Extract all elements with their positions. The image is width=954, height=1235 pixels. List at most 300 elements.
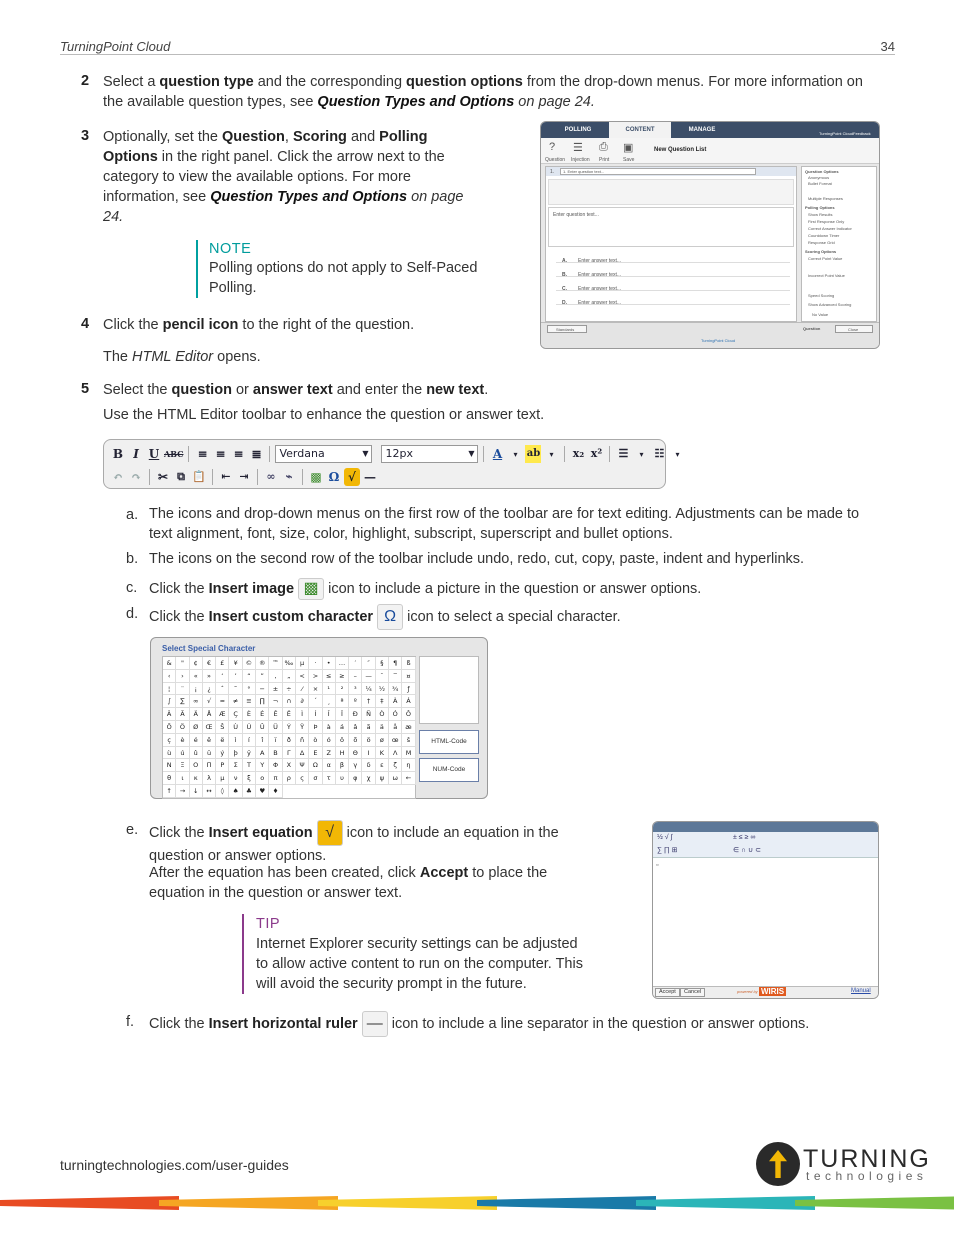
special-char-cell[interactable]: ς bbox=[296, 772, 309, 785]
align-left-icon[interactable]: ≡ bbox=[197, 447, 208, 461]
operator-icon[interactable]: ± ≤ ≥ ∞ bbox=[733, 834, 756, 841]
special-char-cell[interactable]: ψ bbox=[376, 772, 389, 785]
special-char-cell[interactable]: ß bbox=[402, 657, 415, 670]
special-char-cell[interactable]: √ bbox=[203, 695, 216, 708]
special-char-cell[interactable]: ö bbox=[362, 734, 375, 747]
set-icon[interactable]: ∈ ∩ ∪ ⊂ bbox=[733, 847, 761, 854]
special-char-cell[interactable]: α bbox=[323, 759, 336, 772]
manual-link[interactable]: Manual bbox=[851, 988, 871, 994]
special-char-cell[interactable]: ≡ bbox=[243, 695, 256, 708]
special-char-cell[interactable]: → bbox=[176, 785, 189, 798]
special-char-cell[interactable]: ç bbox=[163, 734, 176, 747]
special-char-cell[interactable]: û bbox=[190, 747, 203, 760]
special-char-cell[interactable]: " bbox=[176, 657, 189, 670]
special-char-cell[interactable]: ∑ bbox=[176, 695, 189, 708]
special-char-cell[interactable]: Þ bbox=[309, 721, 322, 734]
special-char-cell[interactable]: ù bbox=[163, 747, 176, 760]
subscript-icon[interactable]: x₂ bbox=[572, 447, 585, 460]
special-char-cell[interactable]: Û bbox=[256, 721, 269, 734]
special-char-cell[interactable]: Á bbox=[402, 695, 415, 708]
numbered-list-icon[interactable]: ☷ bbox=[654, 447, 665, 460]
special-char-cell[interactable]: Ρ bbox=[216, 759, 229, 772]
special-char-cell[interactable]: ¹ bbox=[323, 683, 336, 696]
special-char-cell[interactable]: Ξ bbox=[176, 759, 189, 772]
special-char-cell[interactable]: δ bbox=[362, 759, 375, 772]
special-char-cell[interactable]: ∏ bbox=[256, 695, 269, 708]
substep-d-text: Click the Insert custom character Ω icon to select a special character. bbox=[149, 604, 899, 630]
special-char-cell[interactable]: Κ bbox=[376, 747, 389, 760]
question-dropdown[interactable]: 1. Enter question text... bbox=[560, 168, 756, 175]
special-char-cell[interactable]: Λ bbox=[389, 747, 402, 760]
special-char-cell[interactable]: χ bbox=[362, 772, 375, 785]
special-char-cell[interactable]: Ι bbox=[362, 747, 375, 760]
mini-toolbar bbox=[548, 179, 794, 205]
chevron-down-icon[interactable]: ▾ bbox=[675, 449, 680, 459]
special-char-cell[interactable]: ν bbox=[229, 772, 242, 785]
special-char-cell[interactable]: Χ bbox=[283, 759, 296, 772]
special-char-cell[interactable]: ‰ bbox=[283, 657, 296, 670]
chevron-down-icon[interactable]: ▾ bbox=[549, 449, 554, 459]
special-char-cell[interactable]: Õ bbox=[163, 721, 176, 734]
special-char-cell[interactable]: é bbox=[190, 734, 203, 747]
special-char-cell[interactable]: ¤ bbox=[402, 670, 415, 683]
special-char-cell[interactable]: Â bbox=[163, 708, 176, 721]
tip-heading: TIP bbox=[256, 916, 281, 932]
special-char-cell[interactable]: > bbox=[309, 670, 322, 683]
special-char-cell[interactable]: ô bbox=[336, 734, 349, 747]
special-char-cell[interactable]: ½ bbox=[376, 683, 389, 696]
special-char-cell[interactable]: − bbox=[256, 683, 269, 696]
special-char-cell[interactable]: γ bbox=[349, 759, 362, 772]
special-char-cell[interactable]: § bbox=[376, 657, 389, 670]
special-char-cell[interactable]: ï bbox=[269, 734, 282, 747]
special-char-cell[interactable]: η bbox=[402, 759, 415, 772]
align-right-icon[interactable]: ≡ bbox=[233, 447, 244, 461]
special-char-cell[interactable]: ↑ bbox=[163, 785, 176, 798]
special-char-cell[interactable]: › bbox=[176, 670, 189, 683]
special-char-cell[interactable]: Ó bbox=[389, 708, 402, 721]
special-char-cell[interactable]: σ bbox=[309, 772, 322, 785]
cut-icon[interactable]: ✂ bbox=[157, 470, 169, 484]
special-char-cell[interactable]: ≠ bbox=[229, 695, 242, 708]
special-char-cell[interactable]: ¶ bbox=[389, 657, 402, 670]
special-char-cell[interactable]: Γ bbox=[283, 747, 296, 760]
special-char-cell[interactable]: λ bbox=[203, 772, 216, 785]
special-char-cell[interactable]: è bbox=[176, 734, 189, 747]
question-text-area[interactable]: Enter question text... bbox=[548, 207, 794, 247]
superscript-icon[interactable]: x² bbox=[590, 447, 603, 460]
special-char-cell[interactable]: – bbox=[349, 670, 362, 683]
special-char-cell[interactable]: † bbox=[362, 695, 375, 708]
special-char-cell[interactable]: ° bbox=[243, 683, 256, 696]
special-char-cell[interactable]: Ο bbox=[190, 759, 203, 772]
special-char-cell[interactable]: ú bbox=[176, 747, 189, 760]
special-char-cell[interactable]: ≥ bbox=[336, 670, 349, 683]
special-char-cell[interactable]: Ã bbox=[176, 708, 189, 721]
chevron-down-icon[interactable]: ▾ bbox=[639, 449, 644, 459]
special-char-cell[interactable]: Ω bbox=[309, 759, 322, 772]
special-char-cell[interactable]: ì bbox=[229, 734, 242, 747]
special-char-cell[interactable]: Σ bbox=[229, 759, 242, 772]
special-char-cell[interactable]: ã bbox=[362, 721, 375, 734]
wiris-logo: WIRIS bbox=[761, 987, 785, 996]
special-char-cell[interactable]: ♦ bbox=[269, 785, 282, 798]
special-char-cell[interactable]: º bbox=[349, 695, 362, 708]
powered-by: powered by bbox=[737, 989, 758, 994]
align-justify-icon[interactable]: ≣ bbox=[251, 447, 262, 461]
special-char-cell[interactable]: ≤ bbox=[323, 670, 336, 683]
special-char-cell[interactable]: — bbox=[362, 670, 375, 683]
special-char-cell[interactable]: õ bbox=[349, 734, 362, 747]
special-char-cell[interactable]: ♥ bbox=[256, 785, 269, 798]
special-char-cell[interactable]: ò bbox=[309, 734, 322, 747]
special-char-cell[interactable]: ι bbox=[176, 772, 189, 785]
special-char-cell[interactable]: ‘ bbox=[216, 670, 229, 683]
special-char-cell[interactable]: Μ bbox=[402, 747, 415, 760]
print-icon[interactable]: ⎙ bbox=[599, 141, 608, 153]
special-character-dialog bbox=[150, 637, 488, 799]
answer-c[interactable]: Enter answer text... bbox=[578, 286, 622, 292]
special-char-cell[interactable]: ¡ bbox=[190, 683, 203, 696]
save-icon[interactable]: ▣ bbox=[623, 142, 634, 154]
align-center-icon[interactable]: ≡ bbox=[215, 447, 226, 461]
step-3-text: Optionally, set the Question, Scoring and Polling Options in the right panel. Click the arrow next to the category to view the available options. For more information, see Question Types and Options on page 24. bbox=[103, 129, 464, 225]
special-char-cell[interactable]: ↓ bbox=[190, 785, 203, 798]
cancel-button[interactable]: Cancel bbox=[680, 988, 705, 997]
band-segment bbox=[795, 1196, 954, 1210]
special-char-cell[interactable]: Í bbox=[309, 708, 322, 721]
equation-footer bbox=[653, 986, 878, 998]
special-char-cell[interactable]: Β bbox=[269, 747, 282, 760]
substep-e-accept: After the equation has been created, click Accept to place the equation in the question or answer text. bbox=[149, 865, 548, 901]
step-number: 3 bbox=[81, 128, 90, 144]
special-char-cell[interactable]: â bbox=[349, 721, 362, 734]
tab-content[interactable]: CONTENT bbox=[609, 122, 671, 138]
special-char-cell[interactable]: ™ bbox=[269, 657, 282, 670]
special-char-cell[interactable]: Ï bbox=[336, 708, 349, 721]
special-char-cell[interactable]: Ñ bbox=[362, 708, 375, 721]
special-char-cell[interactable]: µ bbox=[296, 657, 309, 670]
special-char-cell[interactable]: î bbox=[256, 734, 269, 747]
standards-button[interactable]: Standards bbox=[547, 325, 587, 333]
special-char-cell[interactable]: φ bbox=[349, 772, 362, 785]
matrix-icon[interactable]: ∑ ∏ ⊞ bbox=[657, 847, 678, 854]
special-char-cell[interactable]: ∞ bbox=[190, 695, 203, 708]
step-5-text: Select the question or answer text and enter the new text. bbox=[103, 382, 489, 398]
italic-icon[interactable]: I bbox=[133, 447, 139, 461]
insert-image-icon[interactable]: ▩ bbox=[310, 470, 322, 484]
special-char-cell[interactable]: υ bbox=[336, 772, 349, 785]
highlight-icon[interactable]: ab bbox=[525, 445, 541, 463]
special-char-cell[interactable]: Θ bbox=[349, 747, 362, 760]
special-char-cell[interactable]: œ bbox=[389, 734, 402, 747]
special-char-cell[interactable]: ↔ bbox=[203, 785, 216, 798]
special-char-cell[interactable]: “ bbox=[243, 670, 256, 683]
special-char-cell[interactable]: ∂ bbox=[296, 695, 309, 708]
font-color-icon[interactable]: A bbox=[492, 447, 503, 461]
question-icon[interactable]: ? bbox=[549, 141, 556, 153]
equation-toolbar bbox=[653, 832, 878, 858]
special-char-cell[interactable]: Ë bbox=[283, 708, 296, 721]
special-char-cell[interactable]: ¸ bbox=[323, 695, 336, 708]
bullet-list-icon[interactable]: ☰ bbox=[618, 447, 629, 460]
special-char-cell[interactable]: Ÿ bbox=[296, 721, 309, 734]
horizontal-ruler-icon: — bbox=[362, 1011, 388, 1037]
special-char-cell[interactable]: Î bbox=[323, 708, 336, 721]
special-char-cell[interactable]: × bbox=[309, 683, 322, 696]
special-char-cell[interactable]: ” bbox=[256, 670, 269, 683]
font-select[interactable]: Verdana ▼ bbox=[275, 445, 372, 463]
special-char-cell[interactable]: Ò bbox=[376, 708, 389, 721]
special-char-cell[interactable]: Ε bbox=[309, 747, 322, 760]
special-char-cell[interactable]: ñ bbox=[296, 734, 309, 747]
special-char-cell[interactable]: • bbox=[323, 657, 336, 670]
special-char-cell[interactable]: Τ bbox=[243, 759, 256, 772]
tip-text: Internet Explorer security settings can be adjusted to allow active content to run on the computer. This will avoid the security prompt in the future. bbox=[256, 936, 583, 992]
substep-c-text: Click the Insert image ▩ icon to include a picture in the question or answer options. bbox=[149, 578, 899, 600]
redo-icon[interactable]: ↷ bbox=[130, 470, 142, 484]
band-segment bbox=[0, 1196, 179, 1210]
special-char-cell[interactable]: ≈ bbox=[216, 695, 229, 708]
copy-icon[interactable]: ⧉ bbox=[177, 470, 185, 483]
special-char-cell[interactable]: ÿ bbox=[243, 747, 256, 760]
special-char-cell[interactable]: Φ bbox=[269, 759, 282, 772]
special-char-cell[interactable]: ω bbox=[389, 772, 402, 785]
special-char-cell[interactable]: ξ bbox=[243, 772, 256, 785]
cursor-box[interactable]: ▫ bbox=[656, 862, 659, 869]
special-char-cell[interactable]: ÷ bbox=[283, 683, 296, 696]
special-char-cell[interactable]: „ bbox=[283, 670, 296, 683]
special-char-cell[interactable]: … bbox=[336, 657, 349, 670]
special-char-cell[interactable]: ⁄ bbox=[296, 683, 309, 696]
special-char-cell[interactable]: ð bbox=[283, 734, 296, 747]
special-char-cell[interactable]: ¦ bbox=[163, 683, 176, 696]
special-char-cell[interactable]: Ø bbox=[190, 721, 203, 734]
special-char-cell[interactable]: Å bbox=[203, 708, 216, 721]
special-char-cell[interactable]: ∫ bbox=[163, 695, 176, 708]
special-char-cell[interactable]: ë bbox=[216, 734, 229, 747]
special-char-cell[interactable]: ä bbox=[376, 721, 389, 734]
link-question-types[interactable]: Question Types and Options bbox=[210, 189, 408, 205]
special-char-cell[interactable]: ó bbox=[323, 734, 336, 747]
injection-icon[interactable]: ☰ bbox=[573, 142, 583, 154]
accept-button[interactable]: Accept bbox=[655, 988, 680, 997]
special-char-cell[interactable]: ♣ bbox=[243, 785, 256, 798]
special-char-cell[interactable]: ¼ bbox=[362, 683, 375, 696]
tip-callout bbox=[242, 914, 602, 994]
special-char-cell[interactable]: Æ bbox=[216, 708, 229, 721]
substep-b-text: The icons on the second row of the toolbar include undo, redo, cut, copy, paste, indent and hyperlinks. bbox=[149, 551, 805, 567]
special-char-cell[interactable]: ← bbox=[402, 772, 415, 785]
special-char-cell[interactable]: ’ bbox=[229, 670, 242, 683]
special-char-cell[interactable]: š bbox=[402, 734, 415, 747]
special-char-cell[interactable]: ¬ bbox=[269, 695, 282, 708]
special-char-cell[interactable]: È bbox=[243, 708, 256, 721]
answer-a[interactable]: Enter answer text... bbox=[578, 258, 622, 264]
special-char-cell[interactable]: ∩ bbox=[283, 695, 296, 708]
special-char-cell[interactable]: < bbox=[296, 670, 309, 683]
special-char-cell[interactable]: ˆ bbox=[216, 683, 229, 696]
question-panel: 1. 1. Enter question text... Enter question text... A. Enter answer text... B. Enter answer text... C. Enter answer text... D. Enter answer text... bbox=[545, 166, 797, 322]
special-char-cell[interactable]: ″ bbox=[362, 657, 375, 670]
special-char-cell[interactable]: € bbox=[203, 657, 216, 670]
special-char-cell[interactable]: μ bbox=[216, 772, 229, 785]
special-char-cell[interactable]: í bbox=[243, 734, 256, 747]
special-char-cell[interactable]: ¾ bbox=[389, 683, 402, 696]
indent-icon[interactable]: ⇥ bbox=[239, 470, 249, 483]
horizontal-ruler-icon[interactable]: — bbox=[364, 470, 376, 484]
special-char-cell[interactable]: Π bbox=[203, 759, 216, 772]
link-question-types[interactable]: Question Types and Options bbox=[317, 94, 515, 110]
special-char-cell[interactable]: ‹ bbox=[163, 670, 176, 683]
special-char-cell[interactable]: » bbox=[203, 670, 216, 683]
feedback-link[interactable]: Feedback bbox=[853, 131, 871, 136]
link-icon[interactable]: ∞ bbox=[266, 470, 276, 483]
bold-icon[interactable]: B bbox=[112, 447, 124, 461]
special-char-cell[interactable]: ³ bbox=[349, 683, 362, 696]
special-char-cell[interactable]: Υ bbox=[256, 759, 269, 772]
arrow-logo-icon bbox=[756, 1142, 800, 1186]
options-panel: Question Options Anonymous Bullet Format Multiple Responses Polling Options Show Results First Response Only Correct Answer Indicator Countdown Timer Response Grid Scoring Options Correct Point Value Incorrect Point Value Speed Scoring Show Advanced Scoring No Value bbox=[801, 166, 877, 322]
special-char-cell[interactable]: à bbox=[323, 721, 336, 734]
special-char-cell[interactable]: ¢ bbox=[190, 657, 203, 670]
special-char-cell[interactable]: Ì bbox=[296, 708, 309, 721]
special-char-cell[interactable]: ‾ bbox=[389, 670, 402, 683]
chevron-down-icon[interactable]: ▾ bbox=[513, 449, 518, 459]
special-char-cell[interactable]: ρ bbox=[283, 772, 296, 785]
answer-d[interactable]: Enter answer text... bbox=[578, 300, 622, 306]
special-char-cell[interactable]: Ù bbox=[229, 721, 242, 734]
color-band bbox=[0, 1196, 954, 1210]
special-char-cell[interactable]: θ bbox=[163, 772, 176, 785]
outdent-icon[interactable]: ⇤ bbox=[221, 470, 231, 483]
special-char-cell[interactable]: Ç bbox=[229, 708, 242, 721]
undo-icon[interactable]: ↶ bbox=[112, 470, 124, 484]
special-char-cell[interactable]: ª bbox=[336, 695, 349, 708]
band-segment bbox=[318, 1196, 497, 1210]
turning-logo: TURNING technologies bbox=[756, 1141, 931, 1187]
special-char-cell[interactable]: Ν bbox=[163, 759, 176, 772]
special-char-cell[interactable]: ‡ bbox=[376, 695, 389, 708]
size-select[interactable]: 12px ▼ bbox=[381, 445, 478, 463]
special-char-cell[interactable]: ý bbox=[216, 747, 229, 760]
special-char-cell[interactable]: · bbox=[309, 657, 322, 670]
special-char-cell[interactable]: ο bbox=[256, 772, 269, 785]
special-char-cell[interactable]: ζ bbox=[389, 759, 402, 772]
step-number: 5 bbox=[81, 381, 90, 397]
tab-manage[interactable]: MANAGE bbox=[688, 127, 716, 133]
special-char-cell[interactable]: ¨ bbox=[176, 683, 189, 696]
answer-b[interactable]: Enter answer text... bbox=[578, 272, 622, 278]
underline-icon[interactable]: U bbox=[148, 447, 160, 461]
special-char-cell[interactable]: ƒ bbox=[402, 683, 415, 696]
note-callout bbox=[196, 240, 496, 298]
special-char-cell[interactable]: þ bbox=[229, 747, 242, 760]
unlink-icon[interactable]: ⌁ bbox=[285, 470, 293, 483]
special-char-cell[interactable]: ² bbox=[336, 683, 349, 696]
step-4-text: Click the pencil icon to the right of the question. bbox=[103, 317, 415, 333]
special-char-cell[interactable]: ± bbox=[269, 683, 282, 696]
special-char-cell[interactable]: ¥ bbox=[229, 657, 242, 670]
special-char-cell[interactable]: © bbox=[243, 657, 256, 670]
special-char-cell[interactable]: å bbox=[389, 721, 402, 734]
content-editor-screenshot bbox=[540, 121, 880, 349]
special-char-cell[interactable]: β bbox=[336, 759, 349, 772]
step-2-text: Select a question type and the corresponding question options from the drop-down menus. For more information on the available question types, see Question Types and Options on page 24. bbox=[103, 74, 863, 110]
paste-icon[interactable]: 📋 bbox=[192, 470, 206, 483]
special-char-cell[interactable]: æ bbox=[402, 721, 415, 734]
fraction-icon[interactable]: ½ √ ∫ bbox=[657, 834, 673, 841]
step-number: 2 bbox=[81, 73, 90, 89]
special-char-cell[interactable]: À bbox=[389, 695, 402, 708]
footer-url[interactable]: turningtechnologies.com/user-guides bbox=[60, 1157, 289, 1173]
tab-polling[interactable]: POLLING bbox=[564, 127, 592, 133]
special-char-cell[interactable]: ◊ bbox=[216, 785, 229, 798]
character-preview bbox=[419, 656, 479, 724]
special-char-cell[interactable]: Ý bbox=[283, 721, 296, 734]
special-char-cell[interactable]: ¿ bbox=[203, 683, 216, 696]
special-char-cell[interactable]: & bbox=[163, 657, 176, 670]
special-char-cell[interactable]: ′ bbox=[349, 657, 362, 670]
num-code-field: NUM-Code bbox=[419, 758, 479, 782]
app-ribbon: ? ☰ ⎙ ▣ Question Injection Print Save New Question List bbox=[541, 138, 879, 164]
special-char-cell[interactable]: Η bbox=[336, 747, 349, 760]
special-char-cell[interactable]: ε bbox=[376, 759, 389, 772]
equation-icon[interactable]: √ bbox=[344, 468, 360, 486]
special-char-cell[interactable]: Ψ bbox=[296, 759, 309, 772]
special-char-cell[interactable]: ´ bbox=[309, 695, 322, 708]
special-char-cell[interactable]: £ bbox=[216, 657, 229, 670]
special-char-cell[interactable]: ® bbox=[256, 657, 269, 670]
band-segment bbox=[477, 1196, 656, 1210]
special-char-cell[interactable]: Š bbox=[216, 721, 229, 734]
special-char-cell[interactable]: Ö bbox=[176, 721, 189, 734]
cloud-logo: TurningPoint Cloud bbox=[701, 338, 736, 343]
character-grid bbox=[162, 656, 416, 799]
special-char-cell[interactable]: π bbox=[269, 772, 282, 785]
app-tab-bar bbox=[541, 122, 879, 138]
special-char-cell[interactable]: ‚ bbox=[269, 670, 282, 683]
special-char-cell[interactable]: Ü bbox=[269, 721, 282, 734]
special-char-cell[interactable]: á bbox=[336, 721, 349, 734]
step-5-subtext: Use the HTML Editor toolbar to enhance the question or answer text. bbox=[103, 407, 545, 423]
equation-editor-screenshot bbox=[652, 821, 879, 999]
special-char-cell[interactable]: É bbox=[256, 708, 269, 721]
special-char-cell[interactable]: Ú bbox=[243, 721, 256, 734]
special-char-cell[interactable]: ü bbox=[203, 747, 216, 760]
special-char-cell[interactable]: τ bbox=[323, 772, 336, 785]
strikethrough-icon[interactable]: ABC bbox=[164, 449, 184, 459]
special-char-cell[interactable]: ˜ bbox=[229, 683, 242, 696]
special-char-cell[interactable]: Œ bbox=[203, 721, 216, 734]
special-char-cell[interactable]: « bbox=[190, 670, 203, 683]
special-char-cell[interactable]: ê bbox=[203, 734, 216, 747]
special-char-cell[interactable]: κ bbox=[190, 772, 203, 785]
special-char-cell[interactable]: Ð bbox=[349, 708, 362, 721]
special-char-cell[interactable]: ¯ bbox=[376, 670, 389, 683]
special-char-cell[interactable]: Α bbox=[256, 747, 269, 760]
special-char-cell[interactable]: Ô bbox=[402, 708, 415, 721]
app-footer: Standards Question Close TurningPoint Cloud bbox=[541, 322, 879, 348]
special-char-cell[interactable]: Ä bbox=[190, 708, 203, 721]
omega-icon[interactable]: Ω bbox=[328, 470, 340, 484]
special-char-cell[interactable]: ø bbox=[376, 734, 389, 747]
special-char-cell[interactable]: Ê bbox=[269, 708, 282, 721]
special-char-cell[interactable]: Ζ bbox=[323, 747, 336, 760]
close-button[interactable]: Close bbox=[835, 325, 873, 333]
special-char-cell[interactable]: Δ bbox=[296, 747, 309, 760]
special-char-cell[interactable]: ♠ bbox=[229, 785, 242, 798]
